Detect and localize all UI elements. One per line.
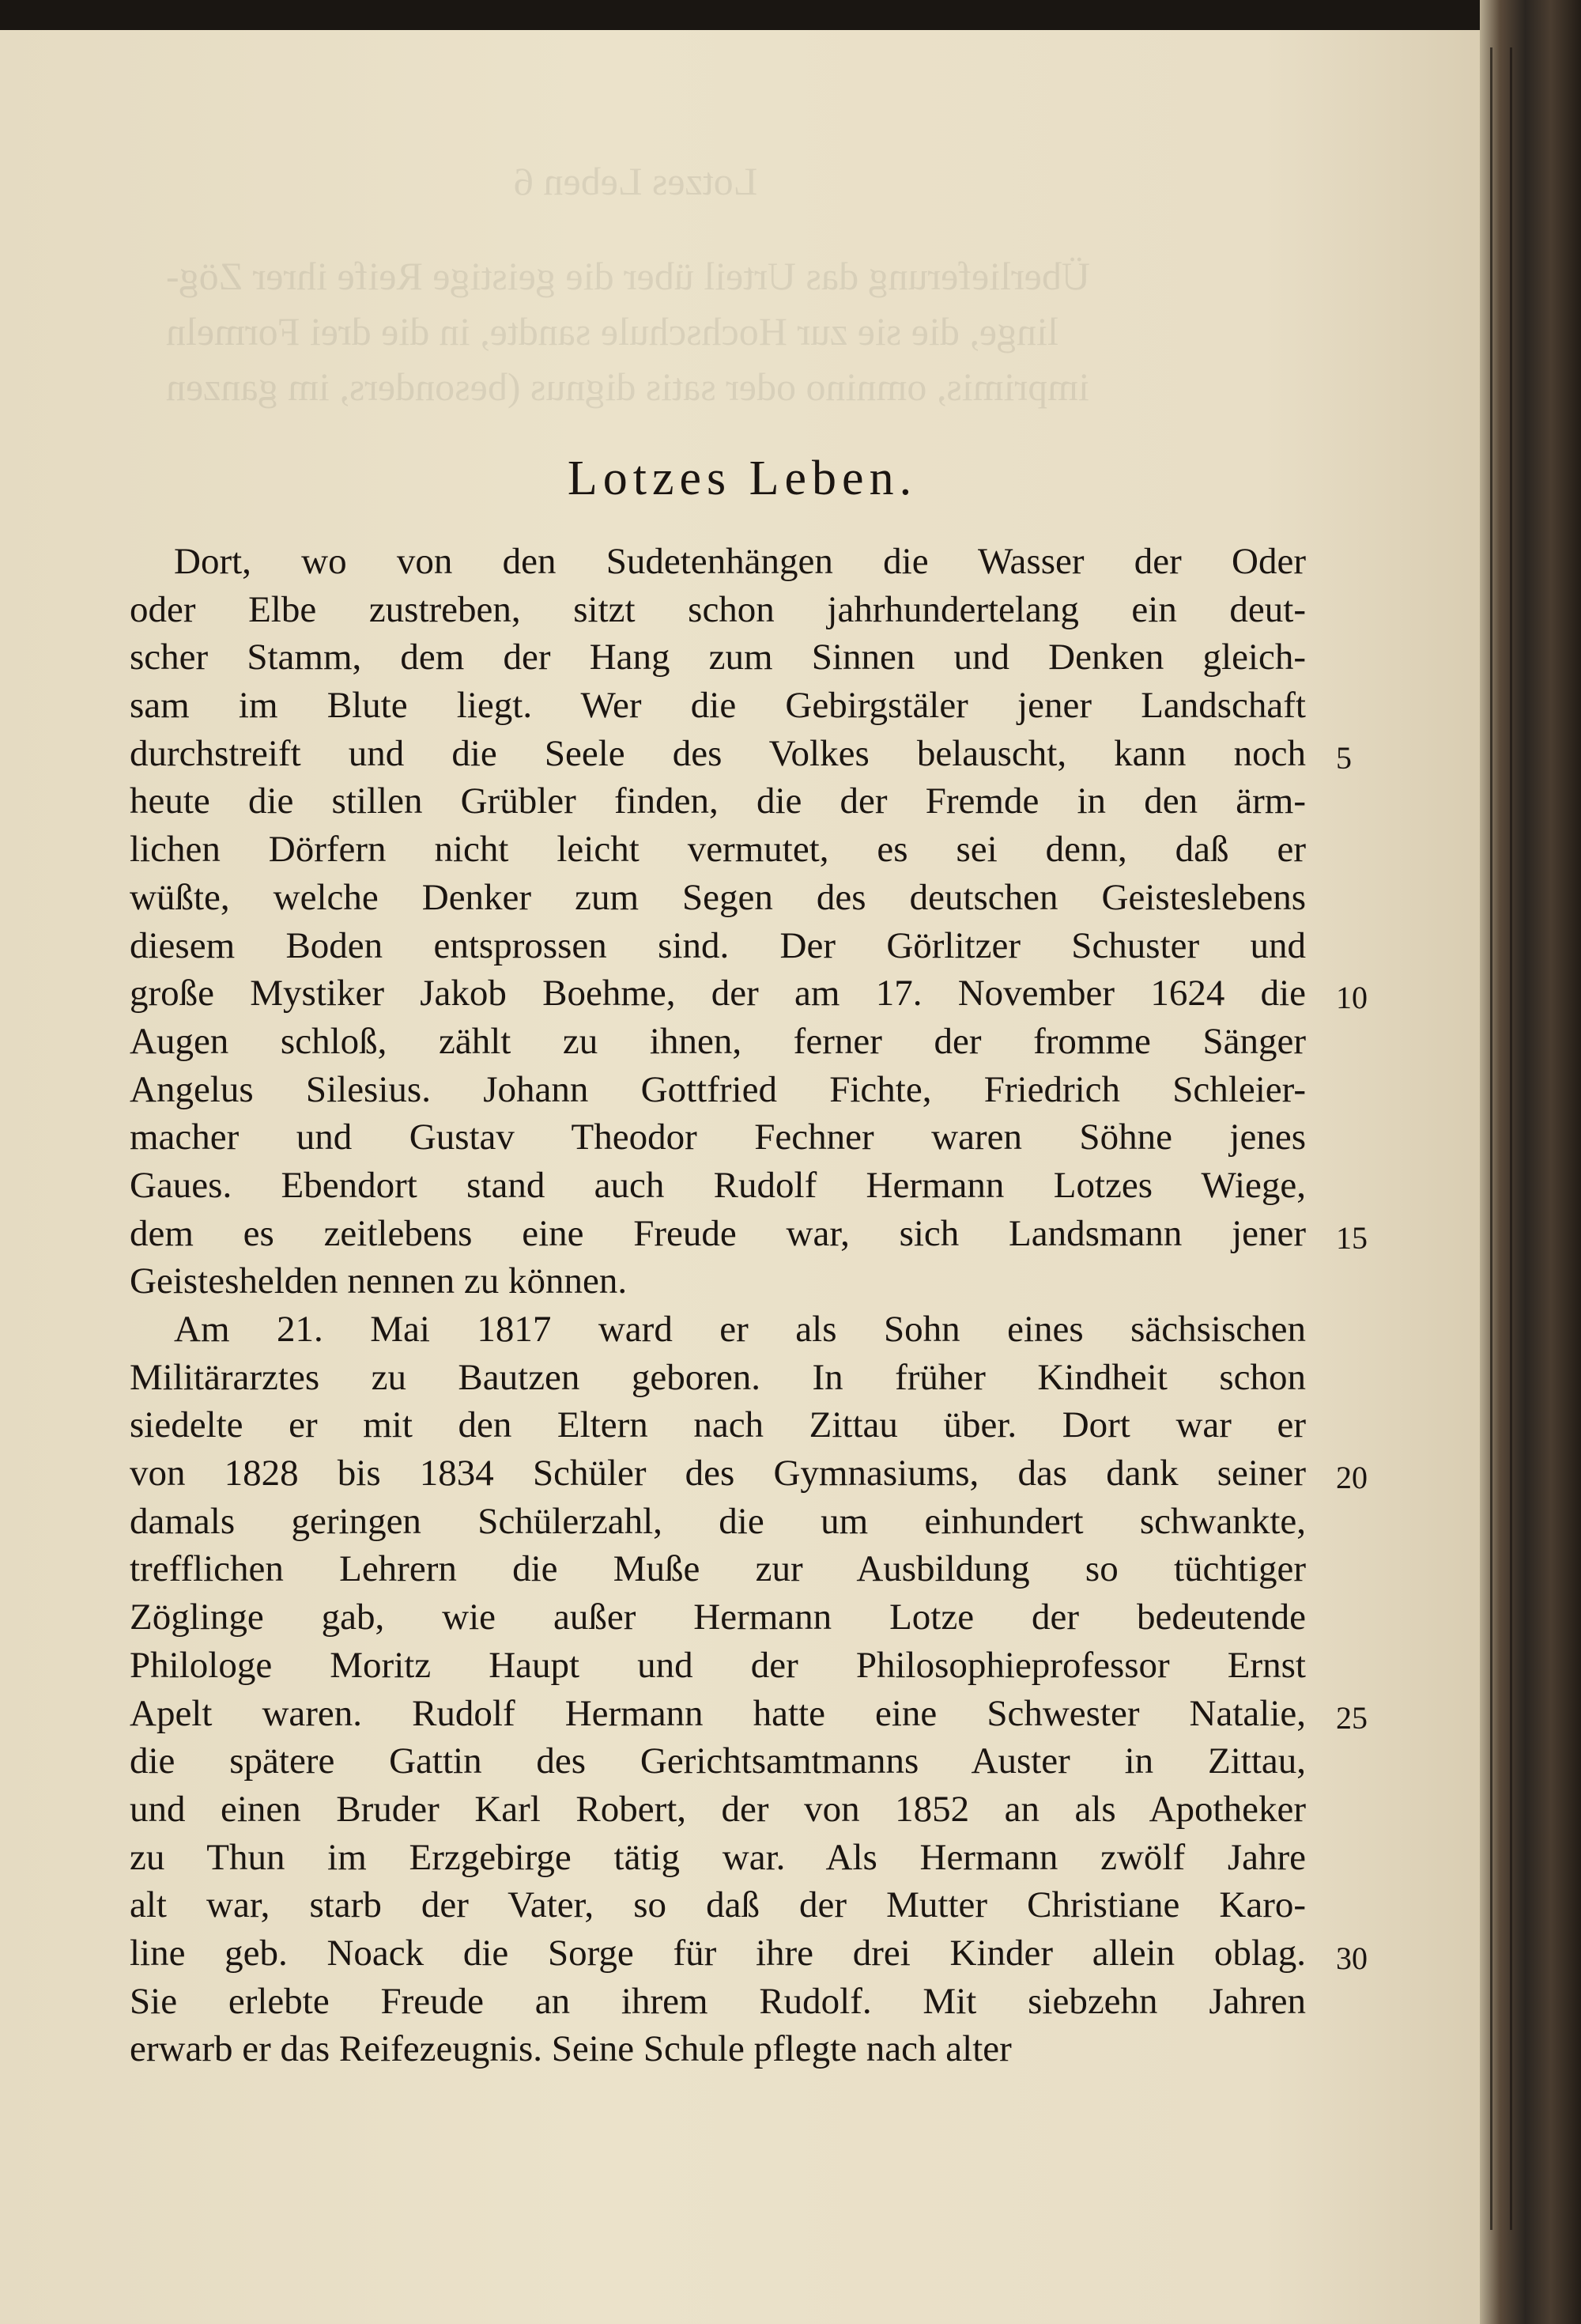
text-line: macher und Gustav Theodor Fechner waren Söhne jenes xyxy=(130,1117,1306,1158)
line-number: 20 xyxy=(1336,1460,1368,1495)
text-line: scher Stamm, dem der Hang zum Sinnen und Denken gleich- xyxy=(130,637,1306,678)
text-line: diesem Boden entsprossen sind. Der Görlitzer Schuster und xyxy=(130,924,1306,966)
text-line: Philologe Moritz Haupt und der Philosophieprofessor Ernst xyxy=(130,1644,1306,1686)
line-number: 30 xyxy=(1336,1940,1368,1976)
text-line: sam im Blute liegt. Wer die Gebirgstäler jener Landschaft xyxy=(130,685,1306,727)
text-line: Dort, wo von den Sudetenhängen die Wasser der Oder xyxy=(174,541,1306,582)
text-line: durchstreift und die Seele des Volkes belauscht, kann noch xyxy=(130,732,1306,774)
binding-edge xyxy=(1510,47,1512,2230)
text-line: dem es zeitlebens eine Freude war, sich Landsmann jener xyxy=(130,1212,1306,1254)
text-line: und einen Bruder Karl Robert, der von 1852 an als Apotheker xyxy=(130,1788,1306,1830)
text-line: große Mystiker Jakob Boehme, der am 17. November 1624 die xyxy=(130,973,1306,1015)
text-line: von 1828 bis 1834 Schüler des Gymnasiums, das dank seiner xyxy=(130,1453,1306,1495)
text-line: heute die stillen Grübler finden, die der Fremde in den ärm- xyxy=(130,780,1306,822)
line-number: 10 xyxy=(1336,980,1368,1015)
text-line: trefflichen Lehrern die Muße zur Ausbildung so tüchtiger xyxy=(130,1548,1306,1590)
text-line: Militärarztes zu Bautzen geboren. In früher Kindheit schon xyxy=(130,1356,1306,1398)
text-line: Gaues. Ebendort stand auch Rudolf Hermann Lotzes Wiege, xyxy=(130,1164,1306,1206)
text-line: alt war, starb der Vater, so daß der Mutter Christiane Karo- xyxy=(130,1884,1306,1926)
text-line: Angelus Silesius. Johann Gottfried Fichte, Friedrich Schleier- xyxy=(130,1068,1306,1110)
body-text xyxy=(130,538,1306,2073)
text-line: Am 21. Mai 1817 ward er als Sohn eines sächsischen xyxy=(174,1309,1306,1350)
show-through-running-head: Lotzes Leben 6 xyxy=(514,159,758,203)
text-line: Geisteshelden nennen zu können. xyxy=(130,1260,628,1302)
text-line: zu Thun im Erzgebirge tätig war. Als Hermann zwölf Jahre xyxy=(130,1836,1306,1878)
show-through-text: Überlieferung das Urteil über die geistige Reife ihrer Zög- xyxy=(166,254,1090,298)
line-number: 15 xyxy=(1336,1220,1368,1256)
text-line: die spätere Gattin des Gerichtsamtmanns Auster in Zittau, xyxy=(130,1740,1306,1782)
text-line: wüßte, welche Denker zum Segen des deutschen Geisteslebens xyxy=(130,876,1306,918)
show-through-text: linge, die sie zur Hochschule sandte, in die drei Formeln xyxy=(166,309,1058,353)
text-line: damals geringen Schülerzahl, die um einhundert schwankte, xyxy=(130,1500,1306,1542)
line-number: 25 xyxy=(1336,1700,1368,1736)
text-line: lichen Dörfern nicht leicht vermutet, es sei denn, daß er xyxy=(130,829,1306,871)
binding-edge xyxy=(1490,47,1492,2230)
text-line: Zöglinge gab, wie außer Hermann Lotze der bedeutende xyxy=(130,1597,1306,1638)
text-line: Augen schloß, zählt zu ihnen, ferner der fromme Sänger xyxy=(130,1020,1306,1062)
show-through-text: imprimis, omnino oder satis dignus (besonders, im ganzen xyxy=(166,365,1089,409)
text-line: Apelt waren. Rudolf Hermann hatte eine Schwester Natalie, xyxy=(130,1692,1306,1734)
book-binding xyxy=(1480,0,1581,2324)
text-line: Sie erlebte Freude an ihrem Rudolf. Mit siebzehn Jahren xyxy=(130,1980,1306,2022)
text-line: oder Elbe zustreben, sitzt schon jahrhundertelang ein deut- xyxy=(130,588,1306,630)
text-line: erwarb er das Reifezeugnis. Seine Schule pflegte nach alter xyxy=(130,2028,1012,2070)
text-line: line geb. Noack die Sorge für ihre drei Kinder allein oblag. xyxy=(130,1932,1306,1974)
text-line: siedelte er mit den Eltern nach Zittau über. Dort war er xyxy=(130,1404,1306,1446)
chapter-title: Lotzes Leben. xyxy=(567,452,918,505)
line-number: 5 xyxy=(1336,740,1352,776)
